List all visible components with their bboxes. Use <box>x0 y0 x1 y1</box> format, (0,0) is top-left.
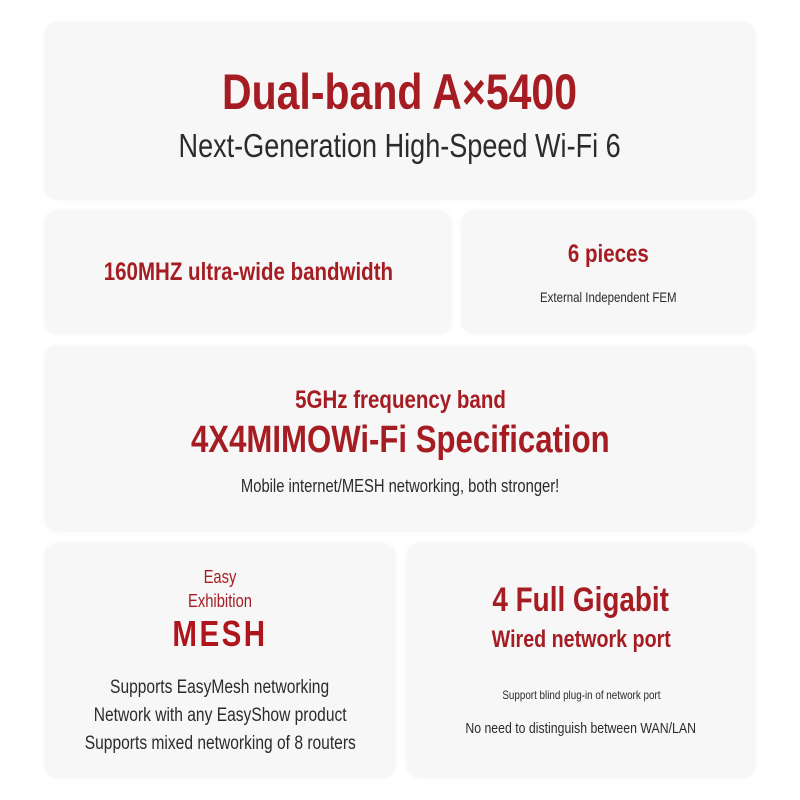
mimo-subtitle: Mobile internet/MESH networking, both stronger! <box>240 476 560 496</box>
mesh-line: Network with any EasyShow product <box>93 705 347 726</box>
bandwidth-text: 160MHZ ultra-wide bandwidth <box>103 258 393 286</box>
fem-title: 6 pieces <box>568 240 649 268</box>
gigabit-subtitle: Wired network port <box>491 626 671 653</box>
fem-card <box>461 210 756 335</box>
mesh-logo-word: MESH <box>172 613 268 654</box>
bandwidth-card <box>44 210 452 335</box>
gigabit-small-text: Support blind plug-in of network port <box>501 688 661 702</box>
mimo-spec: 4X4MIMOWi-Fi Specification <box>190 419 610 461</box>
fem-subtitle: External Independent FEM <box>540 289 677 305</box>
hero-subtitle: Next-Generation High-Speed Wi-Fi 6 <box>178 127 622 164</box>
mesh-line: Supports mixed networking of 8 routers <box>84 733 356 754</box>
mesh-card <box>44 543 396 778</box>
mesh-line: Supports EasyMesh networking <box>110 677 330 698</box>
easymesh-logo <box>140 567 300 677</box>
mimo-card <box>44 345 756 532</box>
gigabit-card <box>406 543 756 778</box>
mesh-logo-exhibition: Exhibition <box>187 591 252 611</box>
gigabit-title: 4 Full Gigabit <box>492 581 670 619</box>
hero-title: Dual-band A×5400 <box>222 64 578 120</box>
mimo-band: 5GHz frequency band <box>294 386 506 414</box>
hero-card <box>44 22 756 200</box>
gigabit-note: No need to distinguish between WAN/LAN <box>465 720 697 737</box>
mesh-logo-easy: Easy <box>203 567 237 587</box>
